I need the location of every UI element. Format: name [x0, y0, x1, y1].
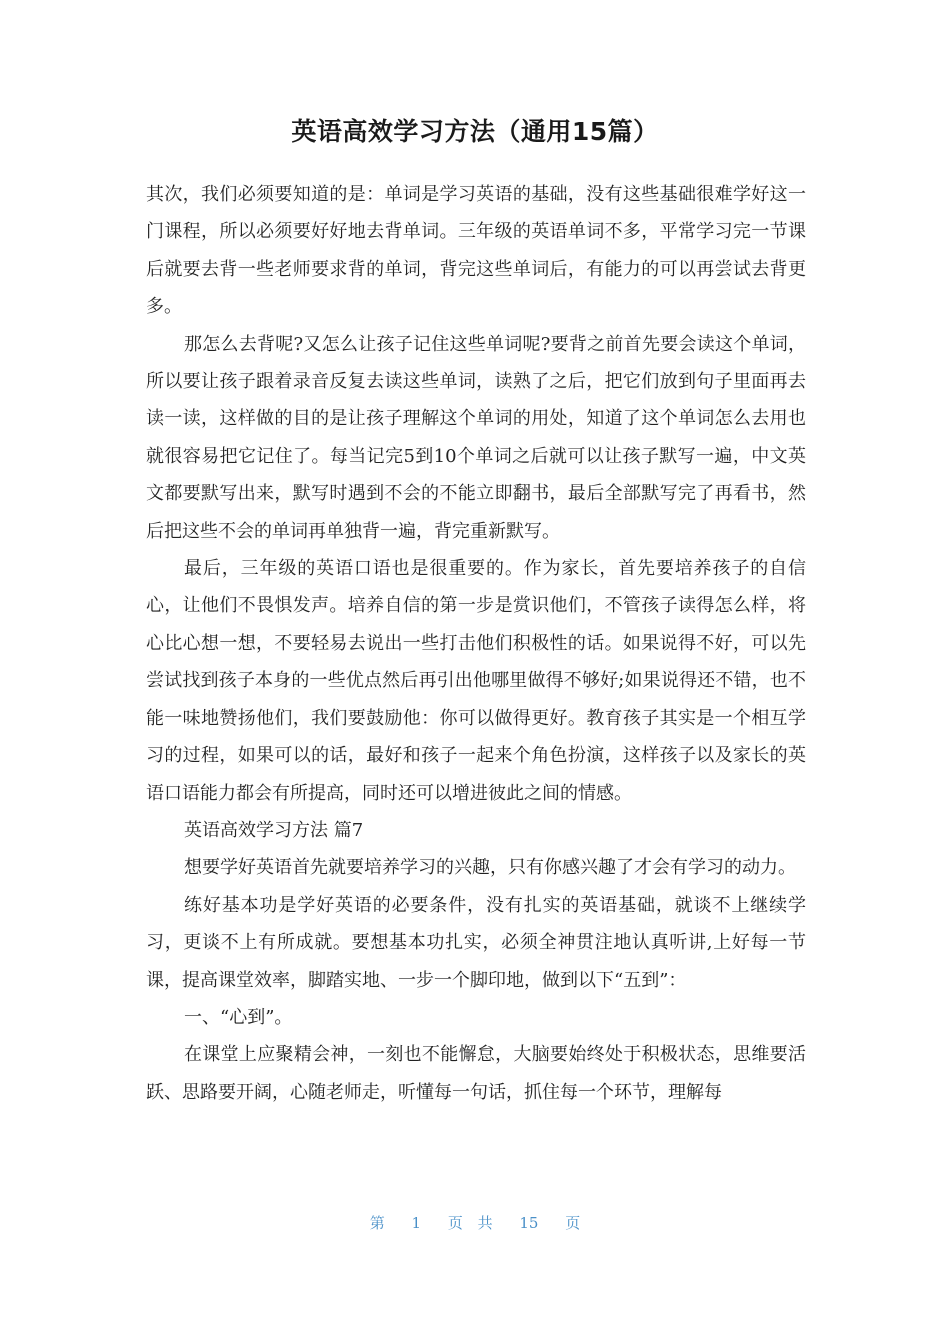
footer-total-pages: 15 — [519, 1214, 539, 1232]
footer-label-end: 页 — [565, 1214, 581, 1232]
section-heading: 英语高效学习方法 篇7 — [184, 819, 364, 841]
paragraph: 想要学好英语首先就要培养学习的兴趣，只有你感兴趣了才会有学习的动力。 — [184, 857, 796, 879]
paragraph: 那怎么去背呢?又怎么让孩子记住这些单词呢?要背之前首先要会读这个单词，所以要让孩子跟着录音反复去读这些单词，读熟了之后，把它们放到句子里面再去读一读，这样做的目的是让孩子理解这个单词的用处，知道了这个单词怎么去用也就很容易把它记住了。每当记完5到10个单词之后就可以让孩子默写一遍，中文英文都要默写出来，默写时遇到不会的不能立即翻书，最后全部默写完了再看书，然后把这些不会的单词再单独背一遍，背完重新默写。 — [146, 333, 806, 542]
footer-label-of: 页 共 — [447, 1214, 493, 1232]
paragraph: 一、“心到”。 — [184, 1006, 293, 1028]
document-body — [146, 176, 806, 1111]
paragraph: 练好基本功是学好英语的必要条件，没有扎实的英语基础，就谈不上继续学习，更谈不上有所成就。要想基本功扎实，必须全神贯注地认真听讲,上好每一节课，提高课堂效率，脚踏实地、一步一个脚印地，做到以下“五到”： — [146, 894, 806, 991]
paragraph: 在课堂上应聚精会神，一刻也不能懈怠，大脑要始终处于积极状态，思维要活跃、思路要开阔，心随老师走，听懂每一句话，抓住每一个环节，理解每 — [146, 1044, 806, 1103]
paragraph: 最后，三年级的英语口语也是很重要的。作为家长，首先要培养孩子的自信心，让他们不畏惧发声。培养自信的第一步是赏识他们，不管孩子读得怎么样，将心比心想一想，不要轻易去说出一些打击他们积极性的话。如果说得不好，可以先尝试找到孩子本身的一些优点然后再引出他哪里做得不够好;如果说得还不错，也不能一味地赞扬他们，我们要鼓励他：你可以做得更好。教育孩子其实是一个相互学习的过程，如果可以的话，最好和孩子一起来个角色扮演，这样孩子以及家长的英语口语能力都会有所提高，同时还可以增进彼此之间的情感。 — [146, 558, 806, 804]
footer-current-page: 1 — [411, 1214, 422, 1232]
paragraph: 其次，我们必须要知道的是：单词是学习英语的基础，没有这些基础很难学好这一门课程，所以必须要好好地去背单词。三年级的英语单词不多，平常学习完一节课后就要去背一些老师要求背的单词，背完这些单词后，有能力的可以再尝试去背更多。 — [146, 184, 806, 318]
document-title: 英语高效学习方法（通用15篇） — [291, 117, 659, 146]
footer-label-page: 第 — [369, 1214, 385, 1232]
page-footer — [0, 1212, 950, 1233]
